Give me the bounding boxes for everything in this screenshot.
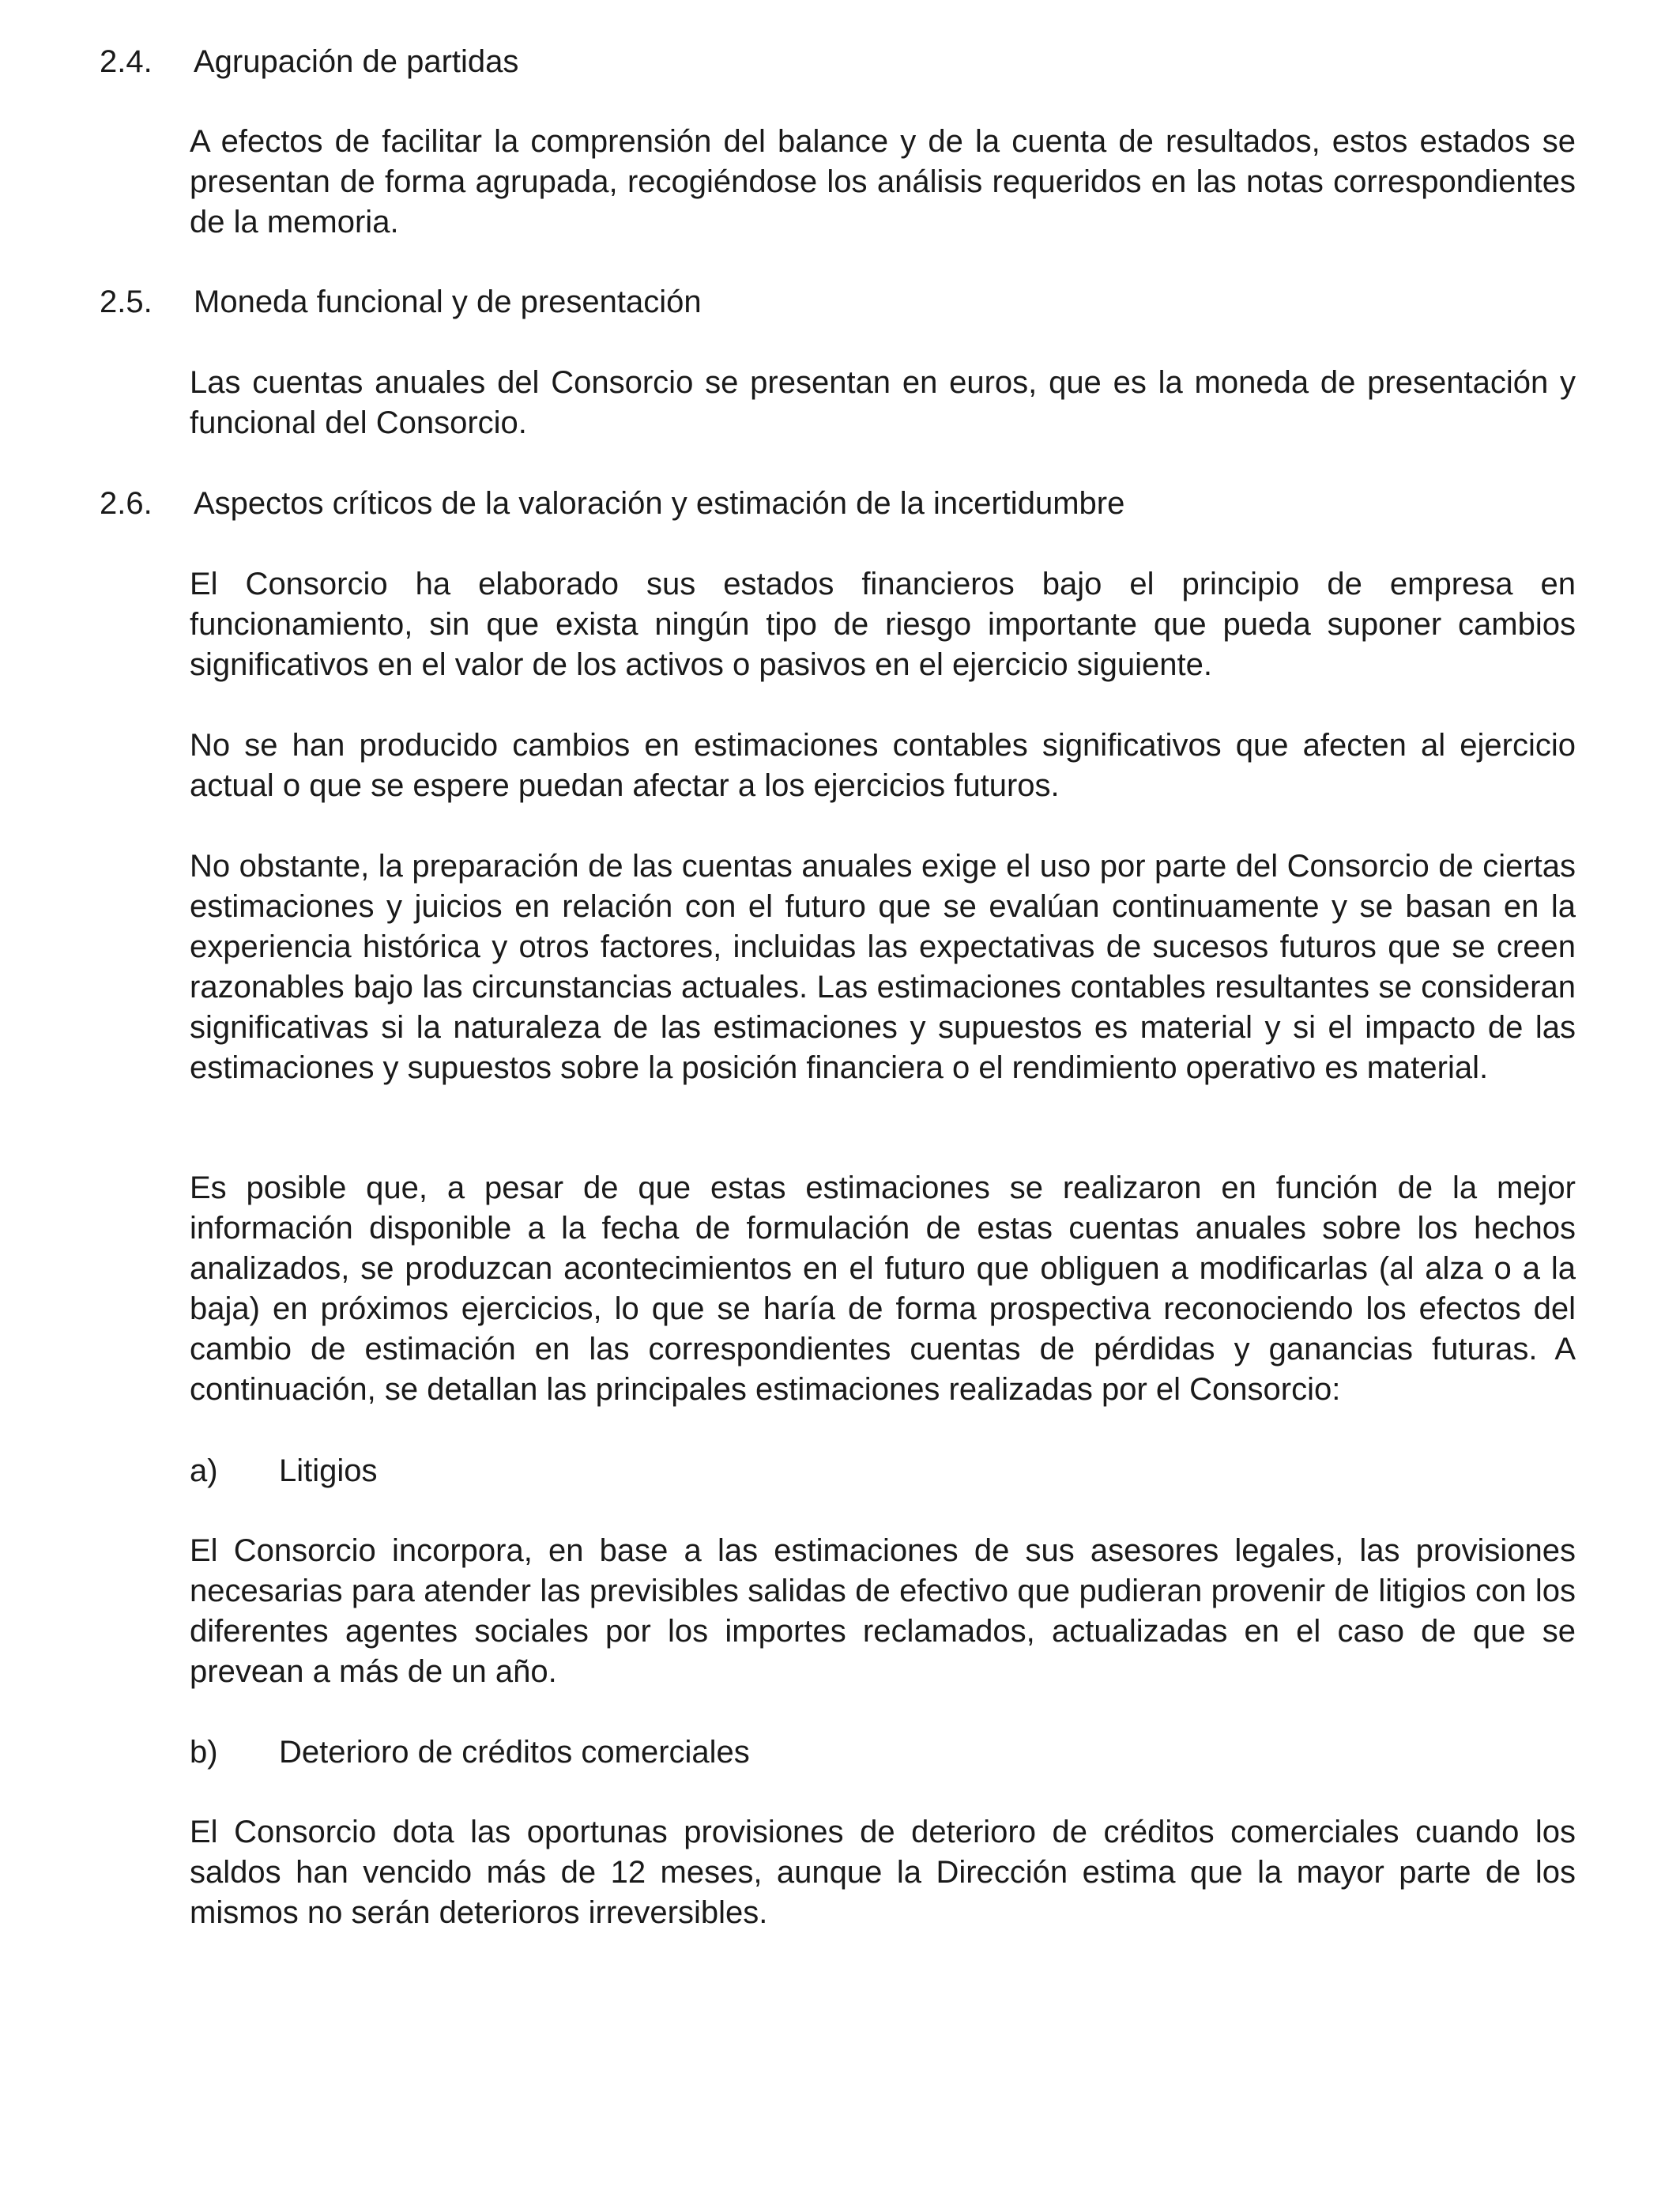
sub-heading-a [190, 1450, 378, 1491]
section-heading-2-6 [100, 483, 1124, 524]
section-heading-2-5 [100, 281, 702, 322]
sub-heading-title: Litigios [279, 1453, 378, 1488]
paragraph: El Consorcio incorpora, en base a las estimaciones de sus asesores legales, las provisiones necesarias para atender las previsibles salidas de efectivo que pudieran provenir de litigios con los diferentes agentes sociales por los importes reclamados, actualizadas en el caso de que se prevean a más de un año. [190, 1533, 1576, 1689]
sub-heading-letter: a) [190, 1453, 218, 1488]
section-number: 2.4. [100, 44, 153, 79]
paragraph: Las cuentas anuales del Consorcio se presentan en euros, que es la moneda de presentación y funcional del Consorcio. [190, 365, 1576, 440]
section-heading-2-4 [100, 41, 518, 82]
paragraph: No se han producido cambios en estimaciones contables significativos que afecten al ejercicio actual o que se espere puedan afectar a los ejercicios futuros. [190, 728, 1576, 803]
paragraph: El Consorcio ha elaborado sus estados financieros bajo el principio de empresa en funcionamiento, sin que exista ningún tipo de riesgo importante que pueda suponer cambios significativos en el valor de los activos o pasivos en el ejercicio siguiente. [190, 567, 1576, 682]
section-title: Agrupación de partidas [194, 44, 519, 79]
sub-heading-letter: b) [190, 1735, 218, 1770]
sub-heading-title: Deterioro de créditos comerciales [279, 1735, 750, 1770]
sub-heading-b [190, 1732, 750, 1773]
section-title: Aspectos críticos de la valoración y estimación de la incertidumbre [194, 486, 1125, 521]
paragraph: El Consorcio dota las oportunas provisiones de deterioro de créditos comerciales cuando los saldos han vencido más de 12 meses, aunque la Dirección estima que la mayor parte de los mismos no serán deterioros irreversibles. [190, 1815, 1576, 1930]
paragraph: Es posible que, a pesar de que estas estimaciones se realizaron en función de la mejor información disponible a la fecha de formulación de estas cuentas anuales sobre los hechos analizados, se produzcan acontecimientos en el futuro que obliguen a modificarlas (al alza o a la baja) en próximos ejercicios, lo que se haría de forma prospectiva reconociendo los efectos del cambio de estimación en las correspondientes cuentas de pérdidas y ganancias futuras. A continuación, se detallan las principales estimaciones realizadas por el Consorcio: [190, 1171, 1576, 1407]
section-number: 2.6. [100, 486, 153, 521]
section-title: Moneda funcional y de presentación [194, 285, 702, 319]
section-number: 2.5. [100, 285, 153, 319]
paragraph: No obstante, la preparación de las cuentas anuales exige el uso por parte del Consorcio de ciertas estimaciones y juicios en relación con el futuro que se evalúan continuamente y se basan en la experiencia histórica y otros factores, incluidas las expectativas de sucesos futuros que se creen razonables bajo las circunstancias actuales. Las estimaciones contables resultantes se consideran significativas si la naturaleza de las estimaciones y supuestos es material y si el impacto de las estimaciones y supuestos sobre la posición financiera o el rendimiento operativo es material. [190, 849, 1576, 1085]
paragraph: A efectos de facilitar la comprensión del balance y de la cuenta de resultados, estos estados se presentan de forma agrupada, recogiéndose los análisis requeridos en las notas correspondientes de la memoria. [190, 124, 1576, 239]
